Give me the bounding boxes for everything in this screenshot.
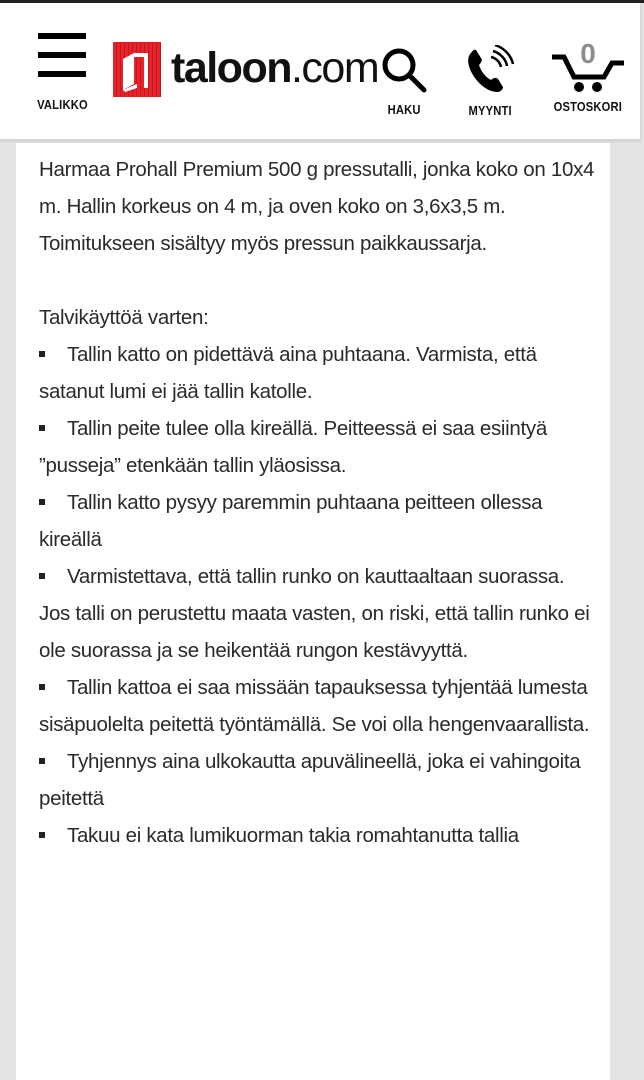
phone-icon [465,45,515,95]
bullet-icon [39,684,45,690]
cart-icon [550,39,626,93]
list-item: Takuu ei kata lumikuorman takia romahtanutta tallia [39,817,599,854]
bullet-icon [39,832,45,838]
cart-label: OSTOSKORI [553,99,623,114]
hamburger-icon [38,33,86,79]
menu-label: VALIKKO [36,97,88,112]
cart-count: 0 [580,39,596,69]
intro-paragraph: Harmaa Prohall Premium 500 g pressutalli, jonka koko on 10x4 m. Hallin korkeus on 4 m, ja oven koko on 3,6x3,5 m. Toimitukseen sisältyy myös pressun paikkaussarja. [39,158,595,255]
door-logo-icon [113,42,161,97]
list-item: Tallin katto on pidettävä aina puhtaana. Varmista, että satanut lumi ei jää tallin katolle. [39,343,537,403]
bullet-icon [39,573,45,579]
site-header [0,3,640,141]
product-description [16,143,610,1080]
bullet-icon [39,351,45,357]
logo-link[interactable] [113,42,378,97]
list-item: Tallin peite tulee olla kireällä. Peitteessä ei saa esiintyä ”pusseja” etenkään tallin yläosissa. [39,417,547,477]
page-margin [628,143,644,1080]
winter-heading: Talvikäyttöä varten: [39,306,209,329]
list-item: Tallin katto pysyy paremmin puhtaana peitteen ollessa kireällä [39,491,543,551]
bullet-icon [39,425,45,431]
search-label: HAKU [387,102,421,117]
list-item: Varmistettava, että tallin runko on kauttaaltaan suorassa. Jos talli on perustettu maata vasten, on riski, että tallin runko ei ole suorassa ja se heikentää rungon kestävyyttä. [39,565,590,662]
sales-button[interactable] [460,45,520,118]
sales-label: MYYNTI [468,103,512,118]
bullet-icon [39,758,45,764]
menu-button[interactable] [32,33,92,112]
logo-text: taloon.com [171,44,379,92]
list-item: Tyhjennys aina ulkokautta apuvälineellä, joka ei vahingoita peitettä [39,750,581,810]
cart-button[interactable] [548,39,628,114]
search-button[interactable] [379,46,429,117]
list-item: Tallin kattoa ei saa missään tapauksessa tyhjentää lumesta sisäpuolelta peitettä työntämällä. Se voi olla hengenvaarallista. [39,676,590,736]
magnifier-icon [380,46,428,94]
bullet-icon [39,499,45,505]
